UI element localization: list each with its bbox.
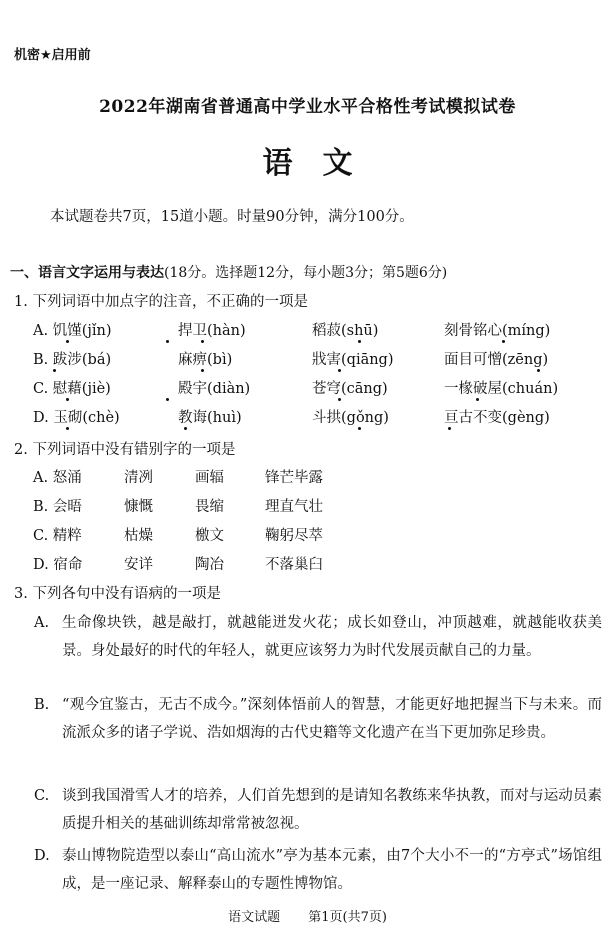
- option-cell: C. 慰藉(jiè): [33, 381, 111, 397]
- option-cell: A. 饥馑(jǐn): [33, 323, 112, 339]
- question-3-stem: 3. 下列各句中没有语病的一项是: [14, 586, 221, 602]
- option-row: [0, 524, 615, 548]
- option-cell: B. 会晤: [33, 499, 82, 515]
- option-text: 谈到我国滑雪人才的培养，人们首先想到的是请知名教练来华执教，而对与运动员素质提升相关的基础训练却常常被忽视。: [62, 788, 602, 832]
- option-row: [0, 553, 615, 577]
- emphasis-dot: [358, 340, 361, 343]
- option-label: C.: [34, 788, 50, 804]
- option-cell: 一椽破屋(chuán): [444, 381, 559, 397]
- emphasis-dot: [448, 427, 451, 430]
- emphasis-dot: [201, 340, 204, 343]
- option-cell: 捍卫(hàn): [178, 323, 246, 339]
- option-cell: 面目可憎(zēng): [444, 352, 549, 368]
- option-cell: 清冽: [124, 470, 153, 486]
- emphasis-dot: [53, 369, 56, 372]
- subject-title: 语文: [262, 146, 383, 181]
- option-row: [0, 466, 615, 490]
- option-row: [0, 495, 615, 519]
- option-cell: D. 宿命: [33, 557, 83, 573]
- option-text: “观今宜鉴古，无古不成今。”深刻体悟前人的智慧，才能更好地把握当下与未来。而流派众多的诸子学说、浩如烟海的古代史籍等文化遗产在当下更加弥足珍贵。: [62, 697, 602, 741]
- confidential-label: 机密★启用前: [14, 48, 91, 63]
- option-paragraph: [34, 783, 602, 838]
- option-cell: 檄文: [195, 528, 224, 544]
- emphasis-dot: [66, 398, 69, 401]
- option-cell: C. 精粹: [33, 528, 82, 544]
- option-cell: 理直气壮: [265, 499, 323, 515]
- question-1-stem: 1. 下列词语中加点字的注音，不正确的一项是: [14, 294, 308, 310]
- exam-title: 2022年湖南省普通高中学业水平合格性考试模拟试卷: [99, 97, 516, 117]
- page-footer: [0, 906, 615, 925]
- emphasis-dot: [166, 340, 169, 343]
- option-row: [0, 348, 615, 372]
- option-cell: 刻骨铭心(míng): [444, 323, 551, 339]
- option-paragraph: [34, 610, 602, 665]
- option-row: [0, 377, 615, 401]
- section-title: 一、语言文字运用与表达: [10, 265, 164, 281]
- option-cell: B. 跋涉(bá): [33, 352, 112, 368]
- option-label: D.: [34, 848, 50, 864]
- option-cell: 戕害(qiāng): [312, 352, 394, 368]
- option-cell: 稻菽(shū): [312, 323, 379, 339]
- emphasis-dot: [338, 369, 341, 372]
- exam-instructions: 本试题卷共7页，15道小题。时量90分钟，满分100分。: [50, 209, 414, 225]
- option-cell: 亘古不变(gèng): [444, 410, 550, 426]
- option-row: [0, 406, 615, 430]
- emphasis-dot: [66, 427, 69, 430]
- emphasis-dot: [476, 398, 479, 401]
- question-2-stem: 2. 下列词语中没有错别字的一项是: [14, 442, 236, 458]
- footer-page-number: 第1页(共7页): [308, 910, 387, 925]
- option-cell: 鞠躬尽萃: [265, 528, 323, 544]
- option-cell: D. 玉砌(chè): [33, 410, 120, 426]
- emphasis-dot: [358, 427, 361, 430]
- option-cell: 不落巢臼: [265, 557, 323, 573]
- footer-subject: 语文试题: [228, 910, 281, 925]
- option-cell: 枯燥: [124, 528, 153, 544]
- emphasis-dot: [184, 427, 187, 430]
- emphasis-dot: [338, 398, 341, 401]
- option-cell: 畏缩: [195, 499, 224, 515]
- emphasis-dot: [66, 340, 69, 343]
- section-heading: [10, 262, 447, 282]
- option-text: 生命像块铁，越是敲打，就越能迸发火花；成长如登山，冲顶越难，就越能收获美景。身处最好的时代的年轻人，就更应该努力为时代发展贡献自己的力量。: [62, 615, 602, 659]
- option-label: A.: [34, 615, 50, 631]
- option-row: [0, 319, 615, 343]
- option-text: 泰山博物院造型以泰山“高山流水”亭为基本元素，由7个大小不一的“方亭式”场馆组成，是一座记录、解释泰山的专题性博物馆。: [62, 848, 602, 892]
- option-cell: 殿宇(diàn): [178, 381, 251, 397]
- option-cell: 陶冶: [195, 557, 224, 573]
- option-paragraph: [34, 843, 602, 898]
- option-cell: 慷慨: [124, 499, 153, 515]
- option-label: B.: [34, 697, 50, 713]
- emphasis-dot: [166, 398, 169, 401]
- emphasis-dot: [201, 369, 204, 372]
- option-cell: 锋芒毕露: [265, 470, 323, 486]
- option-paragraph: [34, 692, 602, 747]
- option-cell: 麻痹(bì): [178, 352, 233, 368]
- option-cell: A. 怒涌: [33, 470, 82, 486]
- option-cell: 画辐: [195, 470, 224, 486]
- option-cell: 斗拱(gǒng): [312, 410, 389, 426]
- emphasis-dot: [537, 369, 540, 372]
- emphasis-dot: [502, 340, 505, 343]
- option-cell: 安详: [124, 557, 153, 573]
- option-cell: 苍穹(cāng): [312, 381, 388, 397]
- section-note: (18分。选择题12分，每小题3分；第5题6分): [164, 265, 448, 281]
- option-cell: 教诲(huì): [178, 410, 242, 426]
